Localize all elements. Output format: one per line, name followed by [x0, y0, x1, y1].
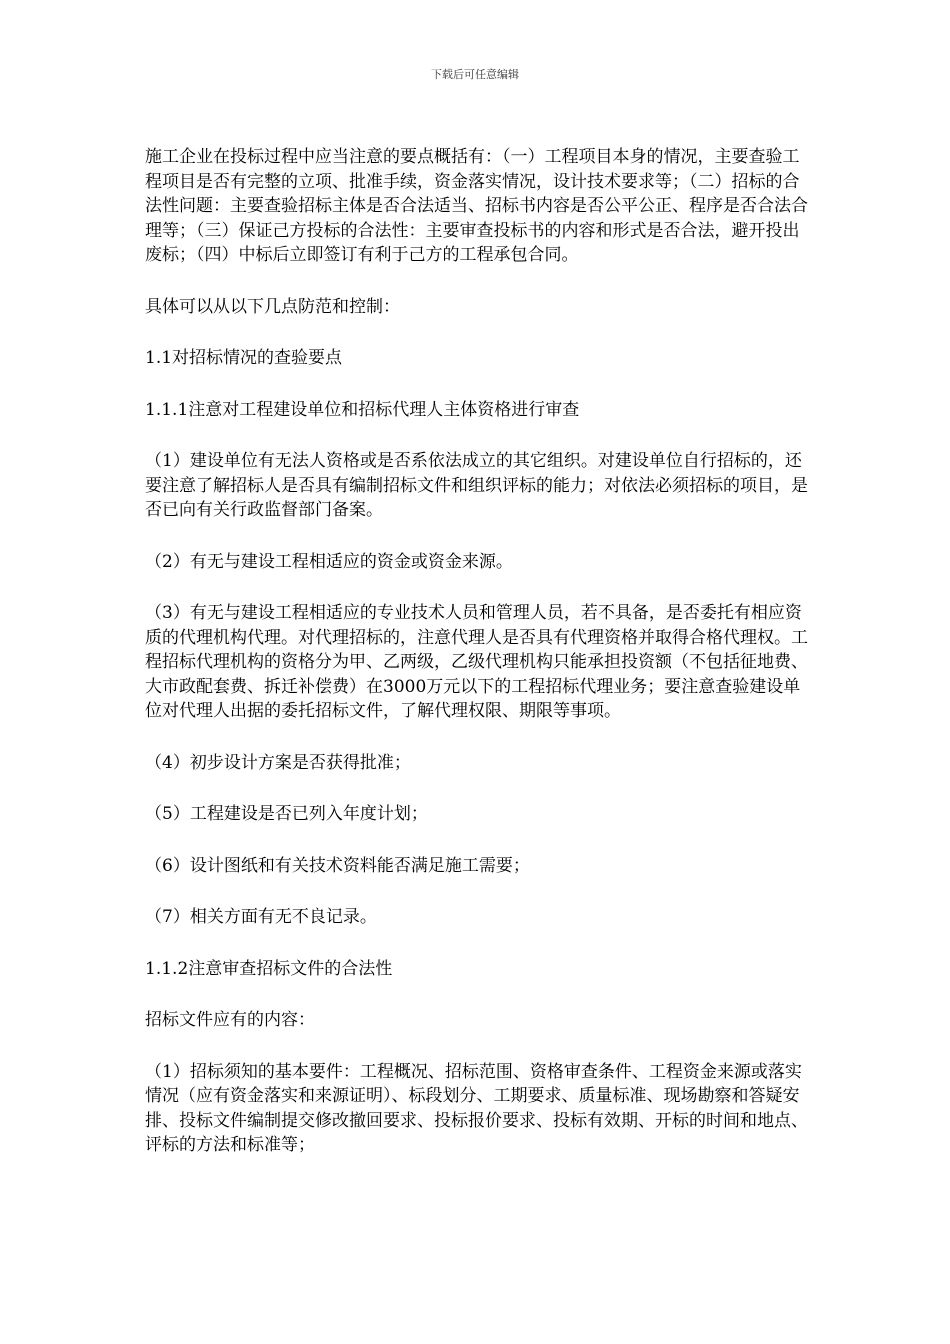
list-item-6: （6）设计图纸和有关技术资料能否满足施工需要；	[145, 855, 530, 876]
list-item-5: （5）工程建设是否已列入年度计划；	[145, 804, 428, 824]
section-heading-1-1: 1.1对招标情况的查验要点	[145, 348, 343, 368]
list-item-4: （4）初步设计方案是否获得批准；	[145, 752, 411, 773]
list-item-1: （1）建设单位有无法人资格或是否系依法成立的其它组织。对建设单位自行招标的，还要注意了解招标人是否具有编制招标文件和组织评标的能力；对依法必须招标的项目，是否已向有关行政监督部门备案。	[145, 451, 808, 520]
paragraph-lead: 具体可以从以下几点防范和控制：	[145, 296, 400, 317]
section-heading-1-1-2: 1.1.2注意审查招标文件的合法性	[145, 958, 393, 979]
document-body	[145, 145, 810, 1185]
section-heading-1-1-1: 1.1.1注意对工程建设单位和招标代理人主体资格进行审查	[145, 399, 580, 420]
paragraph-intro: 施工企业在投标过程中应当注意的要点概括有：（一）工程项目本身的情况，主要查验工程项目是否有完整的立项、批准手续，资金落实情况，设计技术要求等；（二）招标的合法性问题：主要查验招标主体是否合法适当、招标书内容是否公平公正、程序是否合法合理等；（三）保证己方投标的合法性：主要审查投标书的内容和形式是否合法，避开投出废标；（四）中标后立即签订有利于己方的工程承包合同。	[145, 147, 808, 265]
list-item-3: （3）有无与建设工程相适应的专业技术人员和管理人员，若不具备，是否委托有相应资质的代理机构代理。对代理招标的，注意代理人是否具有代理资格并取得合格代理权。工程招标代理机构的资格分为甲、乙两级，乙级代理机构只能承担投资额（不包括征地费、大市政配套费、拆迁补偿费）在3000万元以下的工程招标代理业务；要注意查验建设单位对代理人出据的委托招标文件，了解代理权限、期限等事项。	[145, 603, 808, 721]
list-item-2: （2）有无与建设工程相适应的资金或资金来源。	[145, 551, 513, 572]
page-header: 下载后可任意编辑	[431, 68, 519, 81]
list-item-tender-1: （1）招标须知的基本要件：工程概况、招标范围、资格审查条件、工程资金来源或落实情况（应有资金落实和来源证明）、标段划分、工期要求、质量标准、现场勘察和答疑安排、投标文件编制提交修改撤回要求、投标报价要求、投标有效期、开标的时间和地点、评标的方法和标准等；	[145, 1061, 808, 1155]
paragraph-tender-contents: 招标文件应有的内容：	[145, 1010, 315, 1030]
list-item-7: （7）相关方面有无不良记录。	[145, 907, 377, 927]
